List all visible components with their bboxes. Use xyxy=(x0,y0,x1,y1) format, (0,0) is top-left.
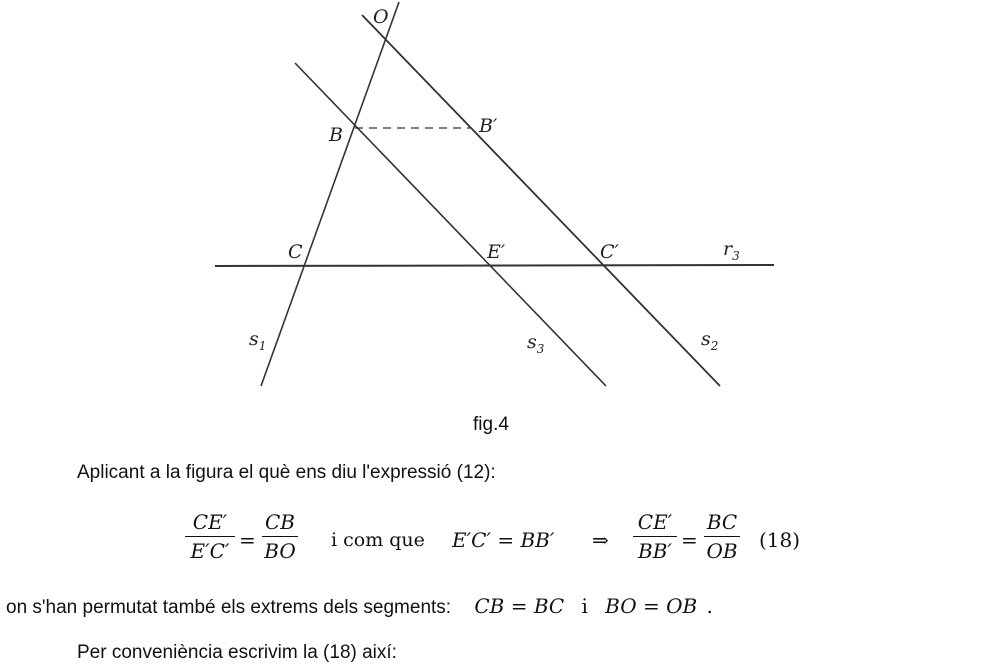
fraction-CB-over-BO xyxy=(262,509,298,564)
fraction-numerator: CE′ xyxy=(637,510,673,534)
label-B-prime: B′ xyxy=(479,115,498,137)
equation-EC-equals-BB: E′C′ = BB′ xyxy=(452,528,555,552)
paragraph-permuted xyxy=(6,594,713,619)
fraction-CE-over-BB xyxy=(633,509,677,564)
equals-sign: = xyxy=(239,528,256,552)
fraction-bar xyxy=(185,536,235,537)
equation-CB-BC: CB = BC xyxy=(474,594,565,618)
figure-caption: fig.4 xyxy=(473,414,509,435)
fraction-bar xyxy=(704,536,740,537)
paragraph-apply: Aplicant a la figura el què ens diu l'expressió (12): xyxy=(77,462,496,483)
line-r3 xyxy=(215,265,774,266)
line-s2 xyxy=(362,15,720,386)
fraction-numerator: BC xyxy=(706,510,738,534)
fraction-bar xyxy=(262,536,298,537)
fraction-denominator: OB xyxy=(706,539,738,563)
label-C: C xyxy=(288,241,303,263)
label-O: O xyxy=(373,6,389,28)
fraction-denominator: BB′ xyxy=(638,539,672,563)
label-s2: $s_2$ xyxy=(701,328,719,353)
fraction-numerator: CB xyxy=(265,510,295,534)
fraction-numerator: CE′ xyxy=(192,510,228,534)
fraction-denominator: E′C′ xyxy=(190,539,230,563)
period: . xyxy=(706,594,713,618)
equals-sign: = xyxy=(681,528,698,552)
conjunction-i: i xyxy=(581,594,588,618)
label-B: B xyxy=(329,124,343,146)
line-s1 xyxy=(261,2,399,386)
label-s1: $s_1$ xyxy=(249,328,267,353)
equation-tag: (18) xyxy=(759,528,801,552)
label-C-prime: C′ xyxy=(600,241,619,263)
paragraph-convenience: Per conveniència escrivim la (18) així: xyxy=(77,642,397,663)
label-E-prime: E′ xyxy=(487,241,506,263)
line-s3 xyxy=(295,63,606,386)
implies-arrow: ⇒ xyxy=(592,528,609,552)
equation-BO-OB: BO = OB xyxy=(605,594,698,618)
connector-text: i com que xyxy=(331,529,425,551)
label-s3: $s_3$ xyxy=(527,331,545,356)
label-r3: $r_3$ xyxy=(723,238,740,263)
fraction-denominator: BO xyxy=(264,539,296,563)
fraction-CE-over-EC xyxy=(185,509,235,564)
fraction-BC-over-OB xyxy=(704,509,740,564)
fraction-bar xyxy=(633,536,677,537)
paragraph-permuted-text: on s'han permutat també els extrems dels segments: xyxy=(6,597,452,618)
